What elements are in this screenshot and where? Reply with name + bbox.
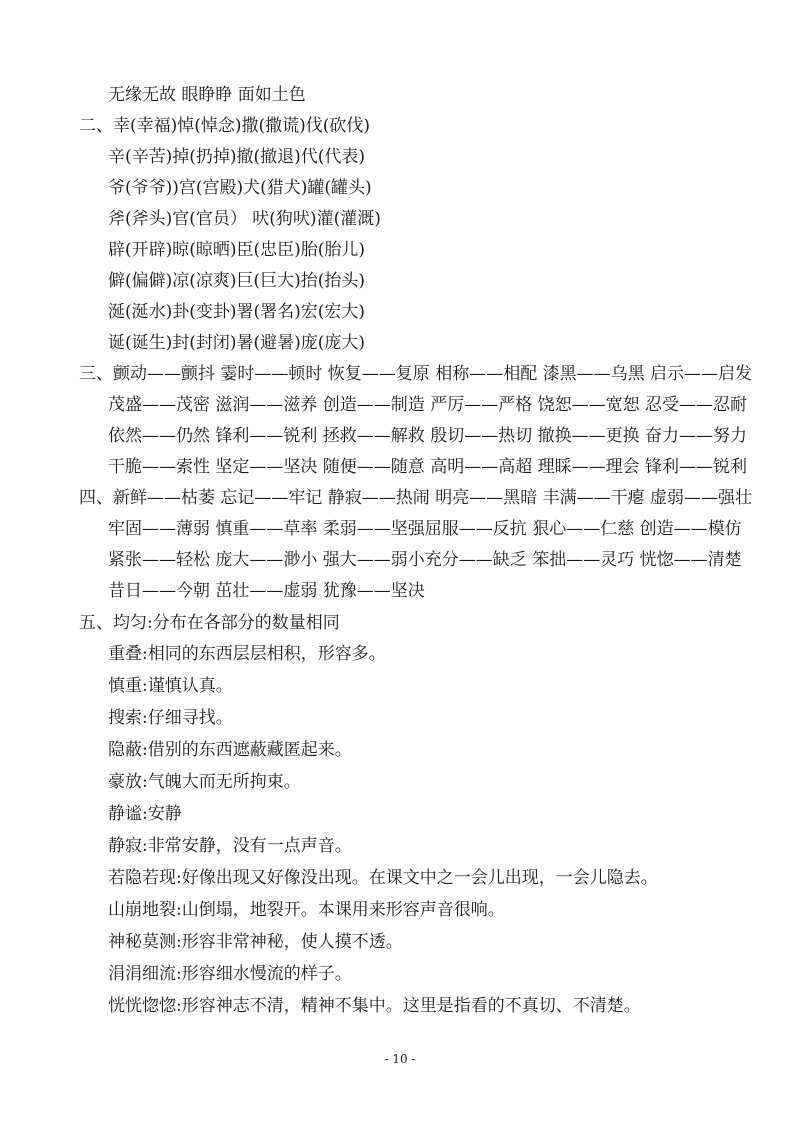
definition-line: 涓涓细流:形容细水慢流的样子。	[108, 964, 352, 984]
definition-line: 隐蔽:借别的东西遮蔽藏匿起来。	[108, 740, 352, 760]
text-line: 昔日——今朝 茁壮——虚弱 犹豫——坚决	[108, 581, 425, 601]
text-line: 辟(开辟)晾(晾晒)臣(忠臣)胎(胎儿)	[108, 240, 366, 260]
definition-line: 静谧:安静	[108, 804, 182, 824]
text-line: 紧张——轻松 庞大——渺小 强大——弱小充分——缺乏 笨拙——灵巧 恍惚——清楚	[108, 550, 742, 570]
definition-line: 搜索:仔细寻找。	[108, 708, 233, 728]
section-heading-4: 四、新鲜——枯萎 忘记——牢记 静寂——热闹 明亮——黑暗 丰满——干瘪 虚弱——强壮	[79, 488, 753, 508]
definition-line: 慎重:谨慎认真。	[108, 676, 233, 696]
text-line: 爷(爷爷))宫(宫殿)犬(猎犬)罐(罐头)	[108, 178, 372, 198]
text-line: 辛(辛苦)掉(扔掉)撤(撤退)代(代表)	[108, 147, 366, 167]
text-line: 僻(偏僻)凉(凉爽)巨(巨大)抬(抬头)	[108, 271, 366, 291]
definition-line: 重叠:相同的东西层层相积，形容多。	[108, 644, 386, 664]
definition-line: 豪放:气魄大而无所拘束。	[108, 772, 301, 792]
section-heading-3: 三、颤动——颤抖 霎时——顿时 恢复——复原 相称——相配 漆黑——乌黑 启示——启发	[79, 364, 753, 384]
text-line: 无缘无故 眼睁睁 面如土色	[108, 85, 306, 105]
text-line: 诞(诞生)封(封闭)暑(避暑)庞(庞大)	[108, 333, 366, 353]
page-number: - 10 -	[384, 1052, 416, 1066]
section-heading-2: 二、幸(幸福)悼(悼念)撒(撒谎)伐(砍伐)	[79, 116, 371, 136]
section-heading-5: 五、均匀:分布在各部分的数量相同	[79, 613, 340, 633]
definition-line: 恍恍惚惚:形容神志不清，精神不集中。这里是指看的不真切、不清楚。	[108, 996, 641, 1016]
definition-line: 若隐若现:好像出现又好像没出现。在课文中之一会儿出现，一会儿隐去。	[108, 868, 658, 888]
text-line: 牢固——薄弱 慎重——草率 柔弱——坚强屈服——反抗 狠心——仁慈 创造——模仿	[108, 519, 742, 539]
text-line: 斧(斧头)官(官员） 吠(狗吠)灌(灌溉)	[108, 209, 381, 229]
text-line: 涎(涎水)卦(变卦)署(署名)宏(宏大)	[108, 302, 366, 322]
definition-line: 神秘莫测:形容非常神秘，使人摸不透。	[108, 932, 403, 952]
definition-line: 静寂:非常安静，没有一点声音。	[108, 836, 352, 856]
text-line: 茂盛——茂密 滋润——滋养 创造——制造 严厉——严格 饶恕——宽恕 忍受——忍耐	[108, 395, 748, 415]
text-line: 依然——仍然 锋利——锐利 拯救——解救 殷切——热切 撤换——更换 奋力——努力	[108, 426, 748, 446]
definition-line: 山崩地裂:山倒塌，地裂开。本课用来形容声音很响。	[108, 900, 505, 920]
text-line: 干脆——索性 坚定——坚决 随便——随意 高明——高超 理睬——理会 锋利——锐利	[108, 457, 748, 477]
